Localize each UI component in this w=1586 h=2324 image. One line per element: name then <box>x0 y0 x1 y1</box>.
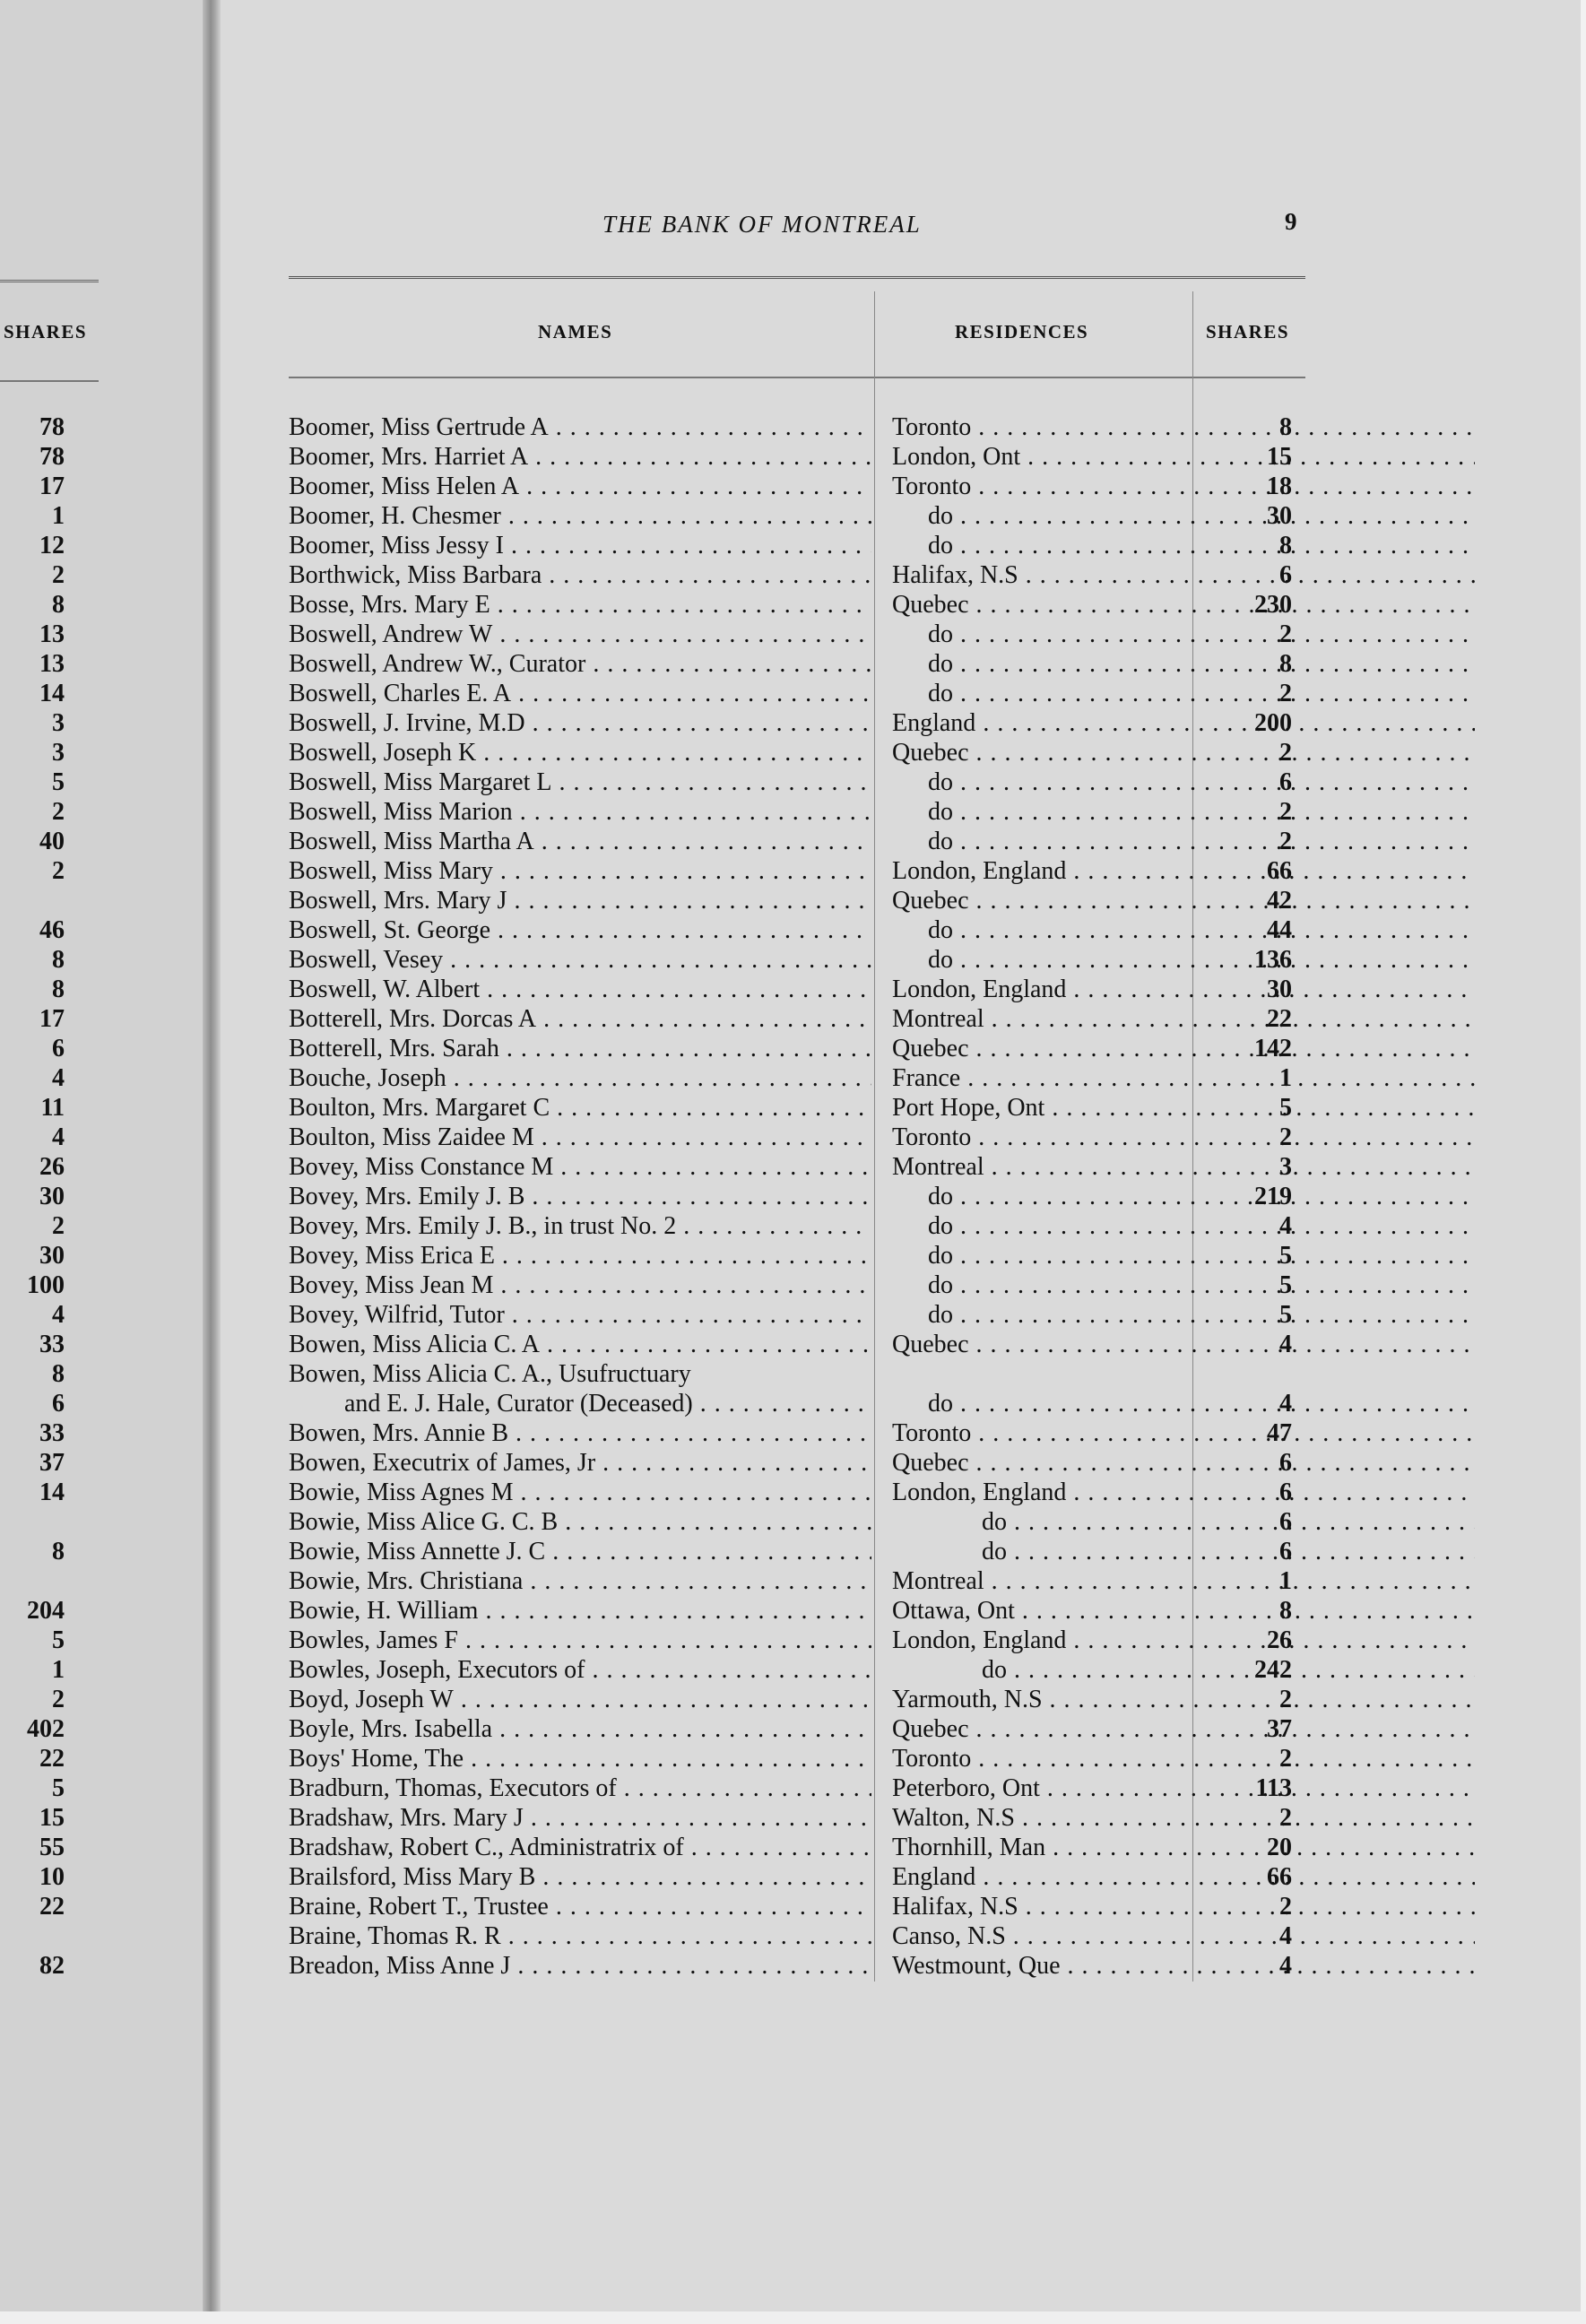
shareholder-name: Boyle, Mrs. Isabella . . . <box>289 1714 871 1744</box>
residence: London, England . . . <box>892 857 1475 885</box>
residence-cell <box>892 1448 1475 1478</box>
shareholder-name: Bovey, Miss Erica E . . . <box>289 1241 871 1270</box>
residence: Quebec . . . <box>892 591 1475 619</box>
residence-cell <box>892 620 1475 649</box>
left-share-value: 100 <box>27 1271 65 1299</box>
residence: London, England . . . <box>892 1626 1475 1654</box>
left-share-value: 4 <box>52 1064 65 1092</box>
page-bottom-edge <box>0 2311 1586 2324</box>
residence: Quebec . . . <box>892 1035 1475 1062</box>
shareholder-name: Boswell, Joseph K . . . <box>289 738 871 767</box>
left-share-value: 17 <box>39 1005 65 1033</box>
share-count: 8 <box>1279 532 1292 559</box>
share-count: 66 <box>1267 1863 1292 1891</box>
residence: do . . . <box>892 768 1475 796</box>
share-count: 142 <box>1254 1035 1292 1062</box>
residence-cell <box>892 1478 1475 1507</box>
share-count: 15 <box>1267 443 1292 471</box>
share-count: 219 <box>1254 1183 1292 1210</box>
residence: do . . . <box>892 1212 1475 1240</box>
left-share-value: 22 <box>39 1745 65 1773</box>
residence: do . . . <box>892 502 1475 530</box>
left-share-value: 13 <box>39 620 65 648</box>
shareholder-name: Bovey, Miss Jean M . . . <box>289 1270 871 1300</box>
left-share-value: 8 <box>52 591 65 619</box>
shareholder-name: Bowie, Miss Annette J. C . . . <box>289 1537 871 1566</box>
residence-cell <box>892 827 1475 856</box>
shareholder-name: Bovey, Mrs. Emily J. B . . . <box>289 1182 871 1211</box>
running-title: THE BANK OF MONTREAL <box>602 211 922 238</box>
left-share-value: 22 <box>39 1893 65 1921</box>
left-share-value: 82 <box>39 1952 65 1980</box>
shareholder-name: Bradburn, Thomas, Executors of . . . <box>289 1773 871 1803</box>
shareholder-name: Boswell, Vesey . . . <box>289 945 871 975</box>
left-share-value: 2 <box>52 561 65 589</box>
shareholder-name: Boswell, Andrew W . . . <box>289 620 871 649</box>
share-count: 4 <box>1279 1390 1292 1418</box>
residence-cell <box>892 886 1475 915</box>
left-share-value: 2 <box>52 857 65 885</box>
share-count: 6 <box>1279 1479 1292 1506</box>
left-share-value <box>0 1566 65 1596</box>
residence: do . . . <box>892 798 1475 826</box>
left-shares-header: SHARES <box>4 321 88 343</box>
left-share-value: 3 <box>52 709 65 737</box>
names-header: NAMES <box>538 321 613 343</box>
residence-cell <box>892 679 1475 708</box>
share-count: 8 <box>1279 650 1292 678</box>
residence-cell <box>892 1951 1475 1981</box>
shareholder-name: Boulton, Miss Zaidee M . . . <box>289 1123 871 1152</box>
left-share-value: 8 <box>52 946 65 974</box>
residence-cell <box>892 1921 1475 1951</box>
share-count: 2 <box>1279 1893 1292 1921</box>
residence: England . . . <box>892 709 1475 737</box>
shareholder-name: Botterell, Mrs. Dorcas A . . . <box>289 1004 871 1034</box>
residence-cell <box>892 531 1475 560</box>
share-count: 8 <box>1279 1597 1292 1625</box>
residence-cell <box>892 560 1475 590</box>
left-share-value: 14 <box>39 680 65 707</box>
left-share-value: 13 <box>39 650 65 678</box>
shareholder-name: Bovey, Wilfrid, Tutor . . . <box>289 1300 871 1330</box>
share-count: 1 <box>1279 1567 1292 1595</box>
share-count: 22 <box>1267 1005 1292 1033</box>
share-count: 2 <box>1279 680 1292 707</box>
share-count: 2 <box>1279 1804 1292 1832</box>
left-share-value: 8 <box>52 1360 65 1388</box>
residence-cell <box>892 1507 1475 1537</box>
residence: Montreal . . . <box>892 1153 1475 1181</box>
residence-cell <box>892 1152 1475 1182</box>
share-count: 2 <box>1279 620 1292 648</box>
residence: Halifax, N.S . . . <box>892 561 1475 589</box>
left-share-value: 55 <box>39 1834 65 1861</box>
left-share-value: 1 <box>52 1656 65 1684</box>
share-count: 2 <box>1279 828 1292 855</box>
residence: do . . . <box>892 1183 1475 1210</box>
shareholder-name: Botterell, Mrs. Sarah . . . <box>289 1034 871 1063</box>
residence: do . . . <box>892 828 1475 855</box>
share-count: 30 <box>1267 976 1292 1003</box>
share-count: 3 <box>1279 1153 1292 1181</box>
share-count: 6 <box>1279 561 1292 589</box>
residence: Toronto . . . <box>892 413 1475 441</box>
residence: London, England . . . <box>892 976 1475 1003</box>
share-count: 5 <box>1279 1242 1292 1270</box>
left-share-value: 46 <box>39 916 65 944</box>
shareholder-name: Boomer, Miss Gertrude A . . . <box>289 412 871 442</box>
book-gutter <box>203 0 221 2324</box>
left-share-value <box>0 1921 65 1951</box>
residence-cell <box>892 1714 1475 1744</box>
shareholder-name: Boswell, Miss Mary . . . <box>289 856 871 886</box>
residence-cell <box>892 472 1475 501</box>
shareholder-name: Bowles, James F . . . <box>289 1626 871 1655</box>
left-share-value: 78 <box>39 413 65 441</box>
shareholder-name: Boomer, H. Chesmer . . . <box>289 501 871 531</box>
left-share-value: 33 <box>39 1331 65 1358</box>
left-share-value: 2 <box>52 1212 65 1240</box>
share-count: 200 <box>1254 709 1292 737</box>
left-share-value: 204 <box>27 1597 65 1625</box>
left-share-value: 6 <box>52 1390 65 1418</box>
share-count: 6 <box>1279 1508 1292 1536</box>
share-count: 37 <box>1267 1715 1292 1743</box>
left-share-value: 5 <box>52 768 65 796</box>
shareholder-name: Boswell, Andrew W., Curator . . . <box>289 649 871 679</box>
share-count: 2 <box>1279 1745 1292 1773</box>
residence-cell <box>892 1211 1475 1241</box>
share-count: 2 <box>1279 1123 1292 1151</box>
residence-cell <box>892 767 1475 797</box>
residence-cell <box>892 1537 1475 1566</box>
residence: Montreal . . . <box>892 1567 1475 1595</box>
share-count: 42 <box>1267 887 1292 915</box>
residence: Canso, N.S . . . <box>892 1922 1475 1950</box>
left-shares-column <box>0 412 65 1981</box>
shareholder-name: Bowie, Miss Alice G. C. B . . . <box>289 1507 871 1537</box>
share-count: 4 <box>1279 1922 1292 1950</box>
shareholder-name: Bowie, H. William . . . <box>289 1596 871 1626</box>
share-count: 6 <box>1279 1538 1292 1565</box>
residence: Halifax, N.S . . . <box>892 1893 1475 1921</box>
residence: do . . . <box>892 946 1475 974</box>
share-count: 18 <box>1267 473 1292 500</box>
residence-cell <box>892 1803 1475 1833</box>
residence: do . . . <box>892 1271 1475 1299</box>
residence-cell <box>892 797 1475 827</box>
shareholder-name: Boomer, Miss Jessy I . . . <box>289 531 871 560</box>
residence-cell <box>892 708 1475 738</box>
residence: Westmount, Que . . . <box>892 1952 1475 1980</box>
residence-cell <box>892 1773 1475 1803</box>
shareholder-name: Bowen, Executrix of James, Jr . . . <box>289 1448 871 1478</box>
shareholder-name: Bouche, Joseph . . . <box>289 1063 871 1093</box>
residence: Quebec . . . <box>892 739 1475 767</box>
left-share-value: 2 <box>52 1686 65 1713</box>
share-count: 47 <box>1267 1419 1292 1447</box>
residence: Montreal . . . <box>892 1005 1475 1033</box>
residence: do . . . <box>892 650 1475 678</box>
residence: London, England . . . <box>892 1479 1475 1506</box>
shareholder-name: Bovey, Mrs. Emily J. B., in trust No. 2 . . . <box>289 1211 871 1241</box>
left-top-rule <box>0 280 99 282</box>
left-share-value: 2 <box>52 798 65 826</box>
residence-cell <box>892 1093 1475 1123</box>
residence: Quebec . . . <box>892 1331 1475 1358</box>
shares-header: SHARES <box>1206 321 1290 343</box>
shareholder-name: Bowles, Joseph, Executors of . . . <box>289 1655 871 1685</box>
residence: Ottawa, Ont . . . <box>892 1597 1475 1625</box>
share-count: 30 <box>1267 502 1292 530</box>
residence-cell <box>892 1892 1475 1921</box>
residence-cell <box>892 1123 1475 1152</box>
left-share-value: 8 <box>52 1538 65 1565</box>
residence: Peterboro, Ont . . . <box>892 1774 1475 1802</box>
share-count: 2 <box>1279 1686 1292 1713</box>
residence: France . . . <box>892 1064 1475 1092</box>
left-share-value: 4 <box>52 1301 65 1329</box>
residence-cell <box>892 1418 1475 1448</box>
share-count: 5 <box>1279 1094 1292 1122</box>
left-header-rule <box>0 380 99 382</box>
shareholder-name: and E. J. Hale, Curator (Deceased) . . . <box>289 1389 871 1418</box>
share-count: 6 <box>1279 768 1292 796</box>
residence: Thornhill, Man . . . <box>892 1834 1475 1861</box>
share-count: 6 <box>1279 1449 1292 1477</box>
residence: do . . . <box>892 916 1475 944</box>
shareholder-name: Breadon, Miss Anne J . . . <box>289 1951 871 1981</box>
left-share-value: 17 <box>39 473 65 500</box>
residence-cell <box>892 1626 1475 1655</box>
residence-cell <box>892 1833 1475 1862</box>
shareholder-name: Bowen, Miss Alicia C. A . . . <box>289 1330 871 1359</box>
page-edge <box>1581 0 1586 2324</box>
left-share-value: 4 <box>52 1123 65 1151</box>
residence: Quebec . . . <box>892 1449 1475 1477</box>
residence: Quebec . . . <box>892 1715 1475 1743</box>
residence: Walton, N.S . . . <box>892 1804 1475 1832</box>
shareholder-name: Borthwick, Miss Barbara . . . <box>289 560 871 590</box>
residence-cell <box>892 590 1475 620</box>
residence-cell <box>892 442 1475 472</box>
shareholder-name: Brailsford, Miss Mary B . . . <box>289 1862 871 1892</box>
residence: do . . . <box>892 1538 1475 1565</box>
residence: Toronto . . . <box>892 1419 1475 1447</box>
left-share-value: 5 <box>52 1774 65 1802</box>
left-share-value: 1 <box>52 502 65 530</box>
residence-cell <box>892 738 1475 767</box>
residence: Toronto . . . <box>892 1745 1475 1773</box>
shareholder-name: Braine, Thomas R. R . . . <box>289 1921 871 1951</box>
share-count: 4 <box>1279 1952 1292 1980</box>
left-share-value: 6 <box>52 1035 65 1062</box>
residence: do . . . <box>892 1390 1475 1418</box>
residence: do . . . <box>892 1301 1475 1329</box>
share-count: 4 <box>1279 1212 1292 1240</box>
shareholder-name: Bowie, Miss Agnes M . . . <box>289 1478 871 1507</box>
shareholder-name: Boswell, J. Irvine, M.D . . . <box>289 708 871 738</box>
residence-cell <box>892 1685 1475 1714</box>
shareholder-name: Boswell, Miss Martha A . . . <box>289 827 871 856</box>
table-header-rule <box>289 377 1305 378</box>
residence-cell <box>892 975 1475 1004</box>
left-share-value: 12 <box>39 532 65 559</box>
share-count: 20 <box>1267 1834 1292 1861</box>
residences-header: RESIDENCES <box>955 321 1089 343</box>
left-share-value: 37 <box>39 1449 65 1477</box>
shareholder-name: Boswell, St. George . . . <box>289 915 871 945</box>
residence-cell <box>892 501 1475 531</box>
residence: England . . . <box>892 1863 1475 1891</box>
left-share-value: 3 <box>52 739 65 767</box>
share-count: 242 <box>1254 1656 1292 1684</box>
residence: Toronto . . . <box>892 473 1475 500</box>
residence-cell <box>892 1270 1475 1300</box>
residence-cell <box>892 1063 1475 1093</box>
shareholder-name: Bowen, Mrs. Annie B . . . <box>289 1418 871 1448</box>
residence: do . . . <box>892 1508 1475 1536</box>
left-share-value: 30 <box>39 1183 65 1210</box>
shareholder-name: Bosse, Mrs. Mary E . . . <box>289 590 871 620</box>
shareholder-name: Braine, Robert T., Trustee . . . <box>289 1892 871 1921</box>
share-count: 2 <box>1279 798 1292 826</box>
left-share-value: 14 <box>39 1479 65 1506</box>
shareholder-name: Bowie, Mrs. Christiana . . . <box>289 1566 871 1596</box>
residence: do . . . <box>892 620 1475 648</box>
residence-cell <box>892 945 1475 975</box>
share-count: 5 <box>1279 1301 1292 1329</box>
left-share-value: 15 <box>39 1804 65 1832</box>
residence: do . . . <box>892 1242 1475 1270</box>
left-share-value: 30 <box>39 1242 65 1270</box>
left-share-value: 11 <box>40 1094 65 1122</box>
residence: Port Hope, Ont . . . <box>892 1094 1475 1122</box>
shareholder-name: Bowen, Miss Alicia C. A., Usufructuary <box>289 1360 691 1388</box>
residence-cell <box>892 1241 1475 1270</box>
left-share-value: 33 <box>39 1419 65 1447</box>
shareholder-name: Boswell, Miss Margaret L . . . <box>289 767 871 797</box>
shareholder-name: Boswell, Charles E. A . . . <box>289 679 871 708</box>
shareholder-name: Boswell, W. Albert . . . <box>289 975 871 1004</box>
table-top-rule <box>289 276 1305 279</box>
residence-cell <box>892 915 1475 945</box>
left-share-value: 10 <box>39 1863 65 1891</box>
left-share-value: 402 <box>27 1715 65 1743</box>
shareholder-name: Boys' Home, The . . . <box>289 1744 871 1773</box>
left-share-value: 5 <box>52 1626 65 1654</box>
residence-cell <box>892 649 1475 679</box>
shareholder-name: Boomer, Miss Helen A . . . <box>289 472 871 501</box>
share-count: 5 <box>1279 1271 1292 1299</box>
shareholder-name: Boomer, Mrs. Harriet A . . . <box>289 442 871 472</box>
column-divider <box>874 291 875 1981</box>
shareholder-name: Boyd, Joseph W . . . <box>289 1685 871 1714</box>
residence: London, Ont . . . <box>892 443 1475 471</box>
residence-cell <box>892 1300 1475 1330</box>
share-count: 136 <box>1254 946 1292 974</box>
share-count: 8 <box>1279 413 1292 441</box>
residence: do . . . <box>892 680 1475 707</box>
shareholder-name: Boswell, Miss Marion . . . <box>289 797 871 827</box>
residence-cell <box>892 412 1475 442</box>
share-count: 1 <box>1279 1064 1292 1092</box>
residence-cell <box>892 1744 1475 1773</box>
share-count: 2 <box>1279 739 1292 767</box>
residence: Yarmouth, N.S . . . <box>892 1686 1475 1713</box>
shareholder-name: Bovey, Miss Constance M . . . <box>289 1152 871 1182</box>
residence-cell <box>892 1330 1475 1359</box>
page-number: 9 <box>1285 208 1297 235</box>
share-count: 113 <box>1255 1774 1292 1802</box>
shareholder-name: Bradshaw, Robert C., Administratrix of . . . <box>289 1833 871 1862</box>
residence-cell <box>892 1182 1475 1211</box>
residence-cell <box>892 1566 1475 1596</box>
shareholder-name: Boulton, Mrs. Margaret C . . . <box>289 1093 871 1123</box>
residence: Quebec . . . <box>892 887 1475 915</box>
left-share-value: 26 <box>39 1153 65 1181</box>
shareholder-name: Bradshaw, Mrs. Mary J . . . <box>289 1803 871 1833</box>
residence: do . . . <box>892 532 1475 559</box>
left-share-value: 40 <box>39 828 65 855</box>
residence: Toronto . . . <box>892 1123 1475 1151</box>
shareholder-name: Boswell, Mrs. Mary J . . . <box>289 886 871 915</box>
residence-cell <box>892 1034 1475 1063</box>
residence-cell <box>892 1004 1475 1034</box>
share-count: 26 <box>1267 1626 1292 1654</box>
residence: do . . . <box>892 1656 1475 1684</box>
residence-cell <box>892 1389 1475 1418</box>
left-share-value <box>0 1507 65 1537</box>
share-count: 44 <box>1267 916 1292 944</box>
left-share-value <box>0 886 65 915</box>
residence-cell <box>892 1862 1475 1892</box>
share-count: 4 <box>1279 1331 1292 1358</box>
left-share-value: 78 <box>39 443 65 471</box>
residence-cell <box>892 856 1475 886</box>
left-share-value: 8 <box>52 976 65 1003</box>
residence-cell <box>892 1655 1475 1685</box>
share-count: 230 <box>1254 591 1292 619</box>
residence-cell <box>892 1596 1475 1626</box>
share-count: 66 <box>1267 857 1292 885</box>
